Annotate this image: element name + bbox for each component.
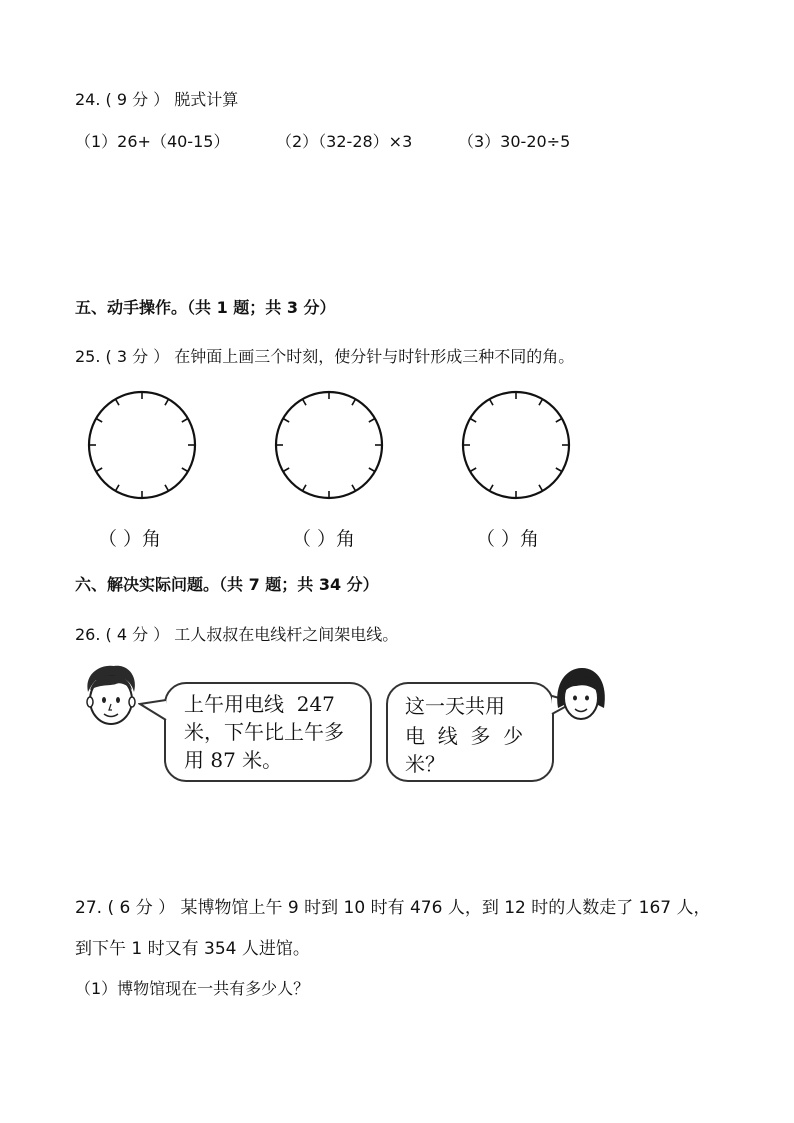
clock-circle (463, 392, 569, 498)
q24-title: 24. ( 9 分 ） 脱式计算 (75, 90, 239, 109)
section5-heading: 五、动手操作。（共 1 题；共 3 分） (75, 298, 336, 317)
bubble-right-line-2: 电 线 多 少 (405, 724, 524, 748)
q24-part-3: （3）30-20÷5 (458, 132, 571, 151)
bubble-tail-left (138, 698, 168, 724)
section6-heading: 六、解决实际问题。（共 7 题；共 34 分） (75, 575, 379, 594)
bubble-right-line-1: 这一天共用 (405, 694, 505, 718)
clock-face-1[interactable] (86, 389, 198, 501)
q27-line-1: 27. ( 6 分 ） 某博物馆上午 9 时到 10 时有 476 人，到 12 时的人数走了 167 人， (75, 898, 711, 918)
bubble-left-line-3: 用 87 米。 (184, 748, 283, 772)
clock-face-2[interactable] (273, 389, 385, 501)
clock-circle (89, 392, 195, 498)
bubble-right-line-3: 米？ (405, 752, 445, 776)
boy-avatar-icon (80, 662, 142, 728)
clock-circle (276, 392, 382, 498)
clock-face-3[interactable] (460, 389, 572, 501)
girl-avatar-icon (552, 664, 610, 726)
q26-title: 26. ( 4 分 ） 工人叔叔在电线杆之间架电线。 (75, 625, 399, 644)
q27-part-1: （1）博物馆现在一共有多少人？ (75, 979, 310, 998)
bubble-left-line-1: 上午用电线 247 (184, 692, 335, 716)
angle-blank-1[interactable]: （ ）角 (98, 528, 162, 550)
q24-part-1: （1）26+（40-15） (75, 132, 230, 151)
angle-blank-2[interactable]: （ ）角 (292, 528, 356, 550)
q25-title: 25. ( 3 分 ） 在钟面上画三个时刻，使分针与时针形成三种不同的角。 (75, 347, 575, 366)
q24-part-2: （2）（32-28）×3 (276, 132, 413, 151)
bubble-left-line-2: 米，下午比上午多 (184, 720, 344, 744)
angle-blank-3[interactable]: （ ）角 (476, 528, 540, 550)
q27-line-2: 到下午 1 时又有 354 人进馆。 (75, 939, 310, 959)
